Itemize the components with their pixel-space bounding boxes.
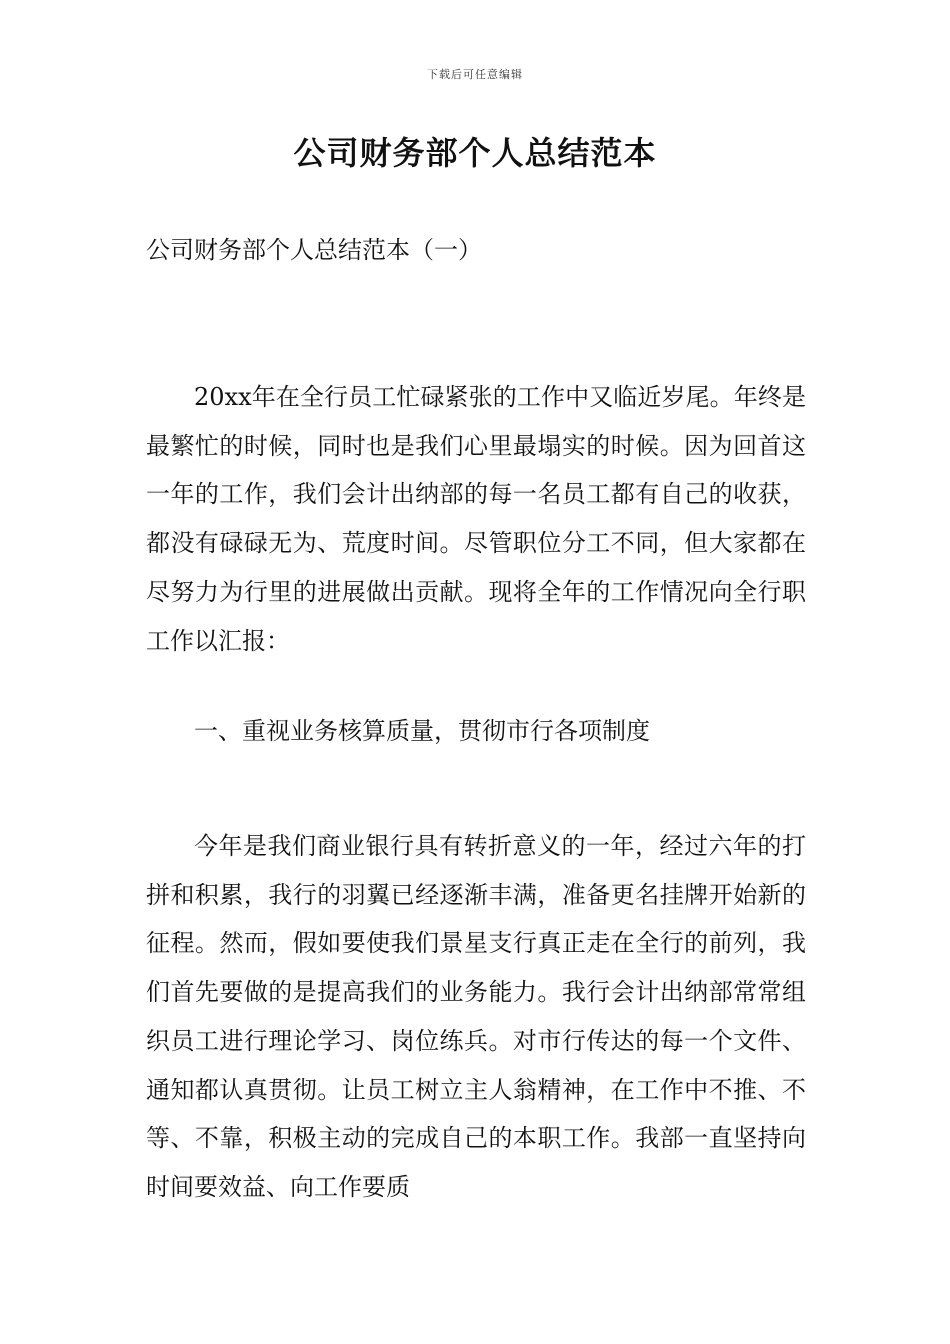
paragraph-intro: 20xx年在全行员工忙碌紧张的工作中又临近岁尾。年终是最繁忙的时候，同时也是我们心里最塌实的时候。因为回首这一年的工作，我们会计出纳部的每一名员工都有自己的收获，都没有碌碌无为、荒度时间。尽管职位分工不同，但大家都在尽努力为行里的进展做出贡献。现将全年的工作情况向全行职工作以汇报： bbox=[146, 383, 806, 655]
document-title: 公司财务部个人总结范本 bbox=[293, 134, 657, 172]
section-heading-1: 一、重视业务核算质量，贯彻市行各项制度 bbox=[194, 717, 650, 745]
document-subtitle: 公司财务部个人总结范本（一） bbox=[146, 236, 482, 264]
paragraph-section-1: 今年是我们商业银行具有转折意义的一年，经过六年的打拼和积累，我行的羽翼已经逐渐丰满，准备更名挂牌开始新的征程。然而，假如要使我们景星支行真正走在全行的前列，我们首先要做的是提高我们的业务能力。我行会计出纳部常常组织员工进行理论学习、岗位练兵。对市行传达的每一个文件、通知都认真贯彻。让员工树立主人翁精神，在工作中不推、不等、不靠，积极主动的完成自己的本职工作。我部一直坚持向时间要效益、向工作要质 bbox=[146, 832, 806, 1201]
page-header-note: 下载后可任意编辑 bbox=[427, 68, 523, 81]
